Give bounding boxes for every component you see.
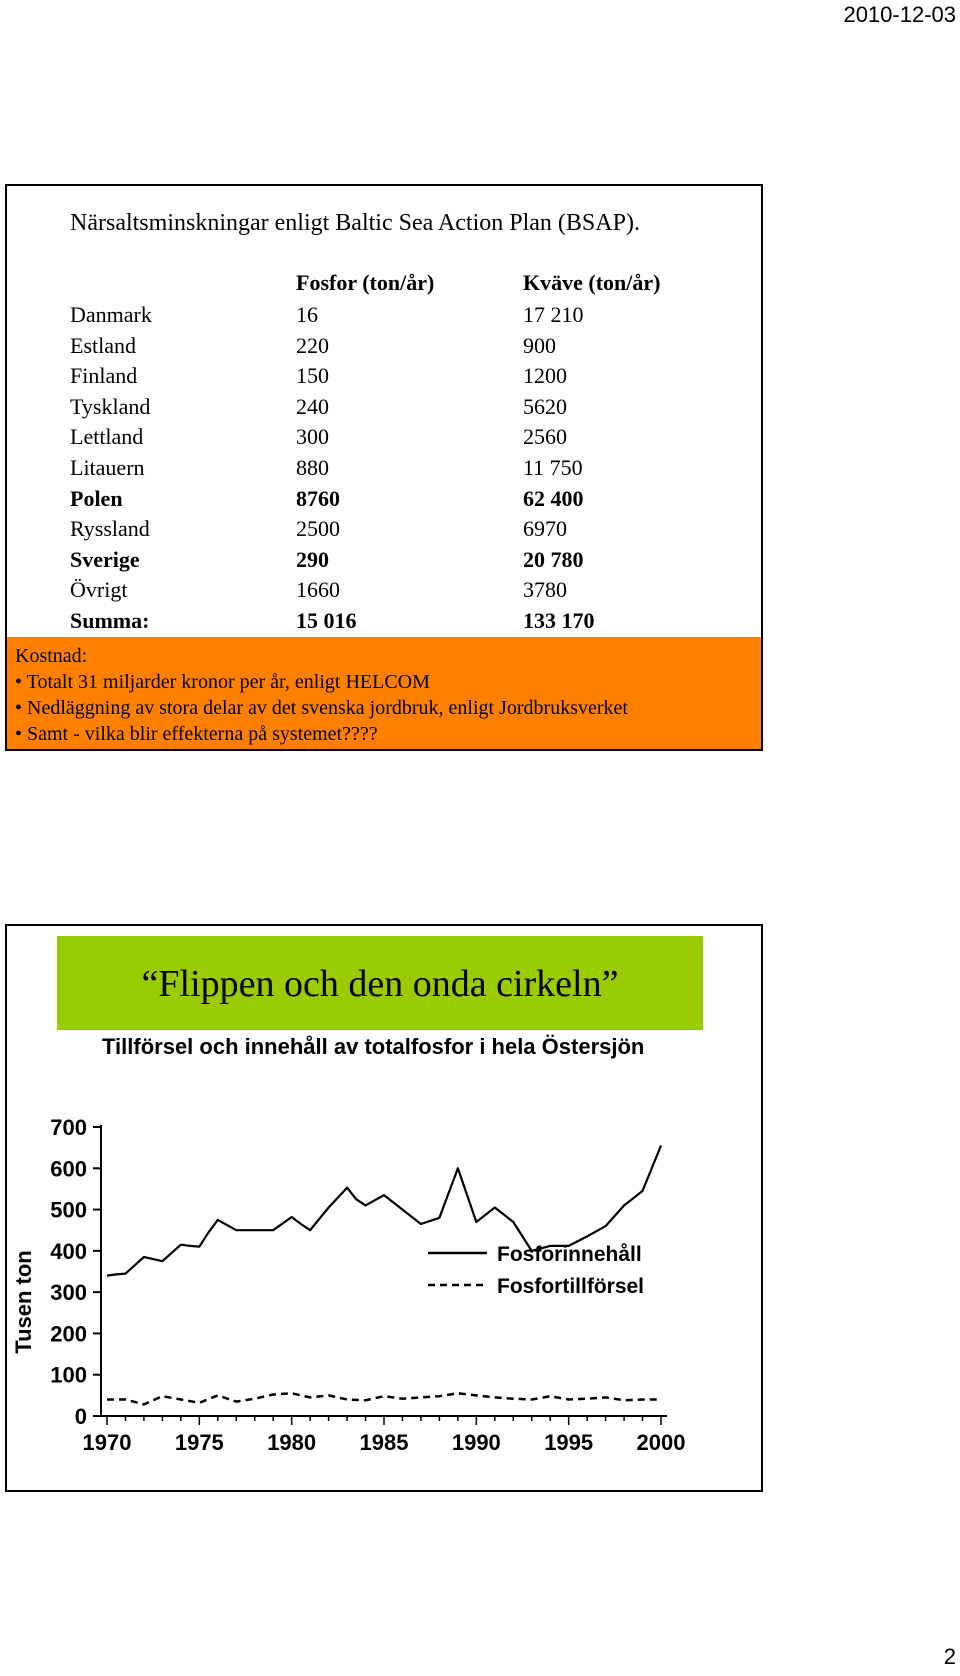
kvave-cell: 133 170 xyxy=(523,607,595,633)
kvave-cell: 3780 xyxy=(523,577,567,603)
x-tick-label: 2000 xyxy=(636,1430,686,1455)
slide-flippen xyxy=(5,924,763,1492)
country-cell: Summa: xyxy=(70,607,150,633)
fosfor-cell: 880 xyxy=(296,454,329,480)
y-tick-label: 300 xyxy=(50,1280,87,1306)
x-tick-label: 1975 xyxy=(174,1430,224,1455)
x-tick-label: 1990 xyxy=(451,1430,501,1455)
slide-title: Närsaltsminskningar enligt Baltic Sea Action Plan (BSAP). xyxy=(70,210,640,236)
fosfor-cell: 8760 xyxy=(296,485,340,511)
country-cell: Övrigt xyxy=(70,577,128,603)
kvave-cell: 11 750 xyxy=(523,454,583,480)
y-tick-label: 500 xyxy=(50,1197,87,1223)
cost-box xyxy=(7,637,761,749)
y-tick-label: 700 xyxy=(50,1115,87,1140)
country-cell: Sverige xyxy=(70,546,140,572)
legend-label: Fosfortillförsel xyxy=(497,1275,645,1298)
kvave-cell: 62 400 xyxy=(523,485,584,511)
cost-bullet: • Nedläggning av stora delar av det svenska jordbruk, enligt Jordbruksverket xyxy=(15,697,628,719)
kvave-cell: 17 210 xyxy=(523,302,584,327)
fosfor-cell: 300 xyxy=(296,424,329,450)
fosfor-cell: 220 xyxy=(296,332,329,358)
country-cell: Litauern xyxy=(70,454,145,480)
page-number: 2 xyxy=(943,1644,956,1669)
kvave-cell: 2560 xyxy=(523,424,567,450)
y-tick-label: 0 xyxy=(74,1404,87,1429)
y-tick-label: 600 xyxy=(50,1156,87,1182)
y-tick-label: 200 xyxy=(50,1321,87,1347)
slide-title: “Flippen och den onda cirkeln” xyxy=(141,963,619,1005)
country-cell: Ryssland xyxy=(70,516,150,542)
y-axis-label: Tusen ton xyxy=(11,1250,36,1354)
x-tick-label: 1980 xyxy=(267,1430,317,1455)
kvave-cell: 5620 xyxy=(523,393,567,419)
chart-title: Tillförsel och innehåll av totalfosfor i hela Östersjön xyxy=(102,1034,645,1059)
country-cell: Finland xyxy=(70,363,138,389)
cost-heading: Kostnad: xyxy=(15,645,88,667)
fosfor-cell: 290 xyxy=(296,546,329,572)
country-cell: Tyskland xyxy=(70,393,151,419)
x-tick-label: 1985 xyxy=(359,1430,409,1455)
fosfor-cell: 16 xyxy=(296,302,318,327)
page-date: 2010-12-03 xyxy=(843,2,956,27)
x-tick-label: 1995 xyxy=(544,1430,594,1455)
slide-bsap xyxy=(5,184,763,751)
legend-label: Fosforinnehåll xyxy=(497,1243,642,1266)
header-kvave: Kväve (ton/år) xyxy=(523,270,661,295)
country-cell: Polen xyxy=(70,485,123,511)
fosfor-cell: 150 xyxy=(296,363,329,389)
y-tick-label: 400 xyxy=(50,1238,87,1264)
fosfor-cell: 1660 xyxy=(296,577,340,603)
country-cell: Estland xyxy=(70,332,136,358)
country-cell: Danmark xyxy=(70,302,152,327)
title-banner xyxy=(57,936,703,1036)
phosphorus-chart xyxy=(7,1030,747,1488)
kvave-cell: 1200 xyxy=(523,363,567,389)
fosfor-cell: 240 xyxy=(296,393,329,419)
x-tick-label: 1970 xyxy=(82,1430,132,1455)
kvave-cell: 20 780 xyxy=(523,546,584,572)
cost-bullet: • Samt - vilka blir effekterna på systemet???? xyxy=(15,723,378,745)
country-cell: Lettland xyxy=(70,424,144,450)
y-tick-label: 100 xyxy=(50,1362,87,1388)
cost-bullet: • Totalt 31 miljarder kronor per år, enligt HELCOM xyxy=(15,671,430,693)
fosfor-cell: 15 016 xyxy=(296,607,357,633)
header-fosfor: Fosfor (ton/år) xyxy=(296,270,435,295)
fosfor-cell: 2500 xyxy=(296,516,340,542)
kvave-cell: 6970 xyxy=(523,516,567,542)
kvave-cell: 900 xyxy=(523,332,556,358)
